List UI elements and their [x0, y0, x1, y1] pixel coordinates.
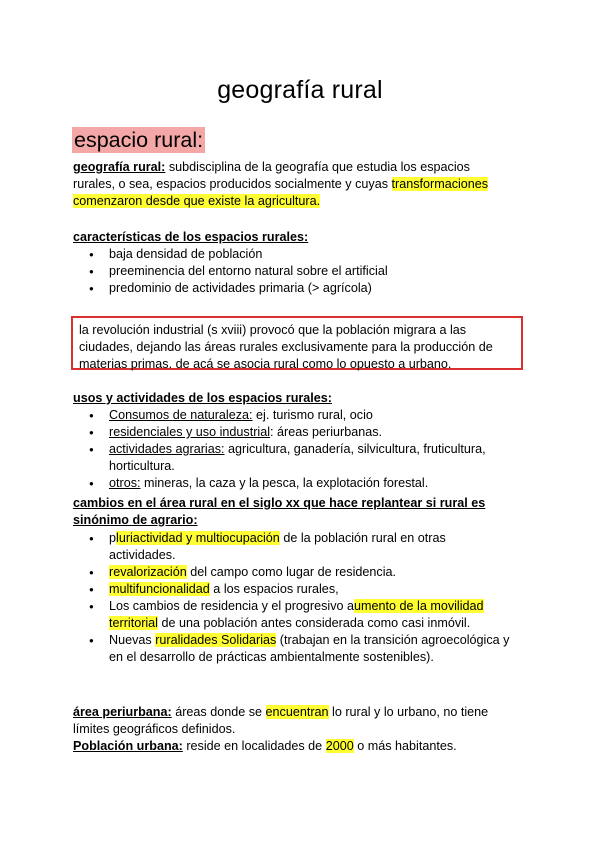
- periurban-text: lo rural y lo urbano, no tiene límites geográficos definidos.: [73, 705, 489, 736]
- definition-paragraph: [73, 159, 513, 210]
- characteristics-section: [73, 229, 513, 297]
- item-text: agricultura, ganadería, silvicultura, fruticultura, horticultura.: [109, 442, 486, 473]
- definition-text: subdisciplina de la geografía que estudia los espacios rurales, o sea, espacios producidos socialmente y cuyas: [73, 160, 470, 191]
- urban-population-text: reside en localidades de: [182, 739, 326, 753]
- list-item: [73, 530, 513, 564]
- list-item: [73, 407, 513, 424]
- list-item: [73, 581, 513, 598]
- urban-population-text: o más habitantes.: [353, 739, 457, 753]
- boxed-note: [71, 316, 523, 370]
- list-item: [73, 632, 513, 666]
- uses-heading: usos y actividades de los espacios rurales:: [73, 391, 332, 405]
- section-heading: espacio rural:: [74, 128, 204, 152]
- item-label: residenciales y uso industrial: [109, 425, 271, 439]
- item-highlight: umento de la movilidad territorial: [109, 599, 484, 630]
- periurban-highlight: encuentran: [265, 705, 329, 719]
- item-highlight: multifuncionalidad: [109, 582, 210, 596]
- item-text: : áreas periurbanas.: [270, 425, 383, 439]
- boxed-note-text: la revolución industrial (s xviii) provocó que la población migrara a las ciudades, dejando las áreas rurales exclusivamente para la producción de materias primas. de acá se asocia rural como lo opuesto a urbano.: [79, 323, 493, 371]
- list-item: ● baja densidad de población: [73, 246, 513, 263]
- item-text: mineras, la caza y la pesca, la explotación forestal.: [140, 476, 429, 490]
- characteristics-list: [73, 246, 513, 297]
- list-item: ● predominio de actividades primaria (> agrícola): [73, 280, 513, 297]
- changes-list: [73, 530, 513, 666]
- changes-section: [73, 495, 513, 666]
- list-item: [73, 424, 513, 441]
- page-title: geografía rural: [217, 76, 383, 104]
- item-highlight: revalorización: [109, 565, 187, 579]
- urban-population-highlight: 2000: [325, 739, 354, 753]
- item-text: a los espacios rurales,: [209, 582, 339, 596]
- list-item: ● preeminencia del entorno natural sobre el artificial: [73, 263, 513, 280]
- list-item: [73, 441, 513, 475]
- periurban-paragraph: [73, 704, 513, 738]
- periurban-term: área periurbana:: [73, 705, 172, 719]
- item-label: Consumos de naturaleza:: [109, 408, 253, 422]
- item-text: ej. turismo rural, ocio: [252, 408, 373, 422]
- item-text: de la población rural en otras actividades.: [109, 531, 446, 562]
- definition-highlight: transformaciones comenzaron desde que existe la agricultura.: [73, 177, 489, 208]
- item-text: (trabajan en la transición agroecológica y en el desarrollo de prácticas ambientalmente sostenibles).: [109, 633, 510, 664]
- definition-term: geografía rural:: [73, 160, 166, 174]
- periurban-text: áreas donde se: [171, 705, 266, 719]
- list-item: [73, 475, 513, 492]
- item-label: otros:: [109, 476, 141, 490]
- list-item: [73, 598, 513, 632]
- uses-list: [73, 407, 513, 492]
- item-highlight: luriactividad y multiocupación: [116, 531, 280, 545]
- item-label: actividades agrarias:: [109, 442, 225, 456]
- urban-population-term: Población urbana:: [73, 739, 183, 753]
- uses-section: [73, 390, 513, 492]
- item-text: de una población antes considerada como casi inmóvil.: [158, 616, 471, 630]
- item-text: Los cambios de residencia y el progresivo a: [109, 599, 355, 613]
- item-text: Nuevas: [109, 633, 156, 647]
- characteristics-heading: características de los espacios rurales:: [73, 230, 309, 244]
- list-item: [73, 564, 513, 581]
- urban-population-paragraph: [73, 738, 513, 755]
- item-text: del campo como lugar de residencia.: [186, 565, 397, 579]
- changes-heading: cambios en el área rural en el siglo xx que hace replantear si rural es sinónimo de agrario:: [73, 496, 486, 527]
- item-highlight: ruralidades Solidarias: [155, 633, 277, 647]
- item-text: p: [109, 531, 117, 545]
